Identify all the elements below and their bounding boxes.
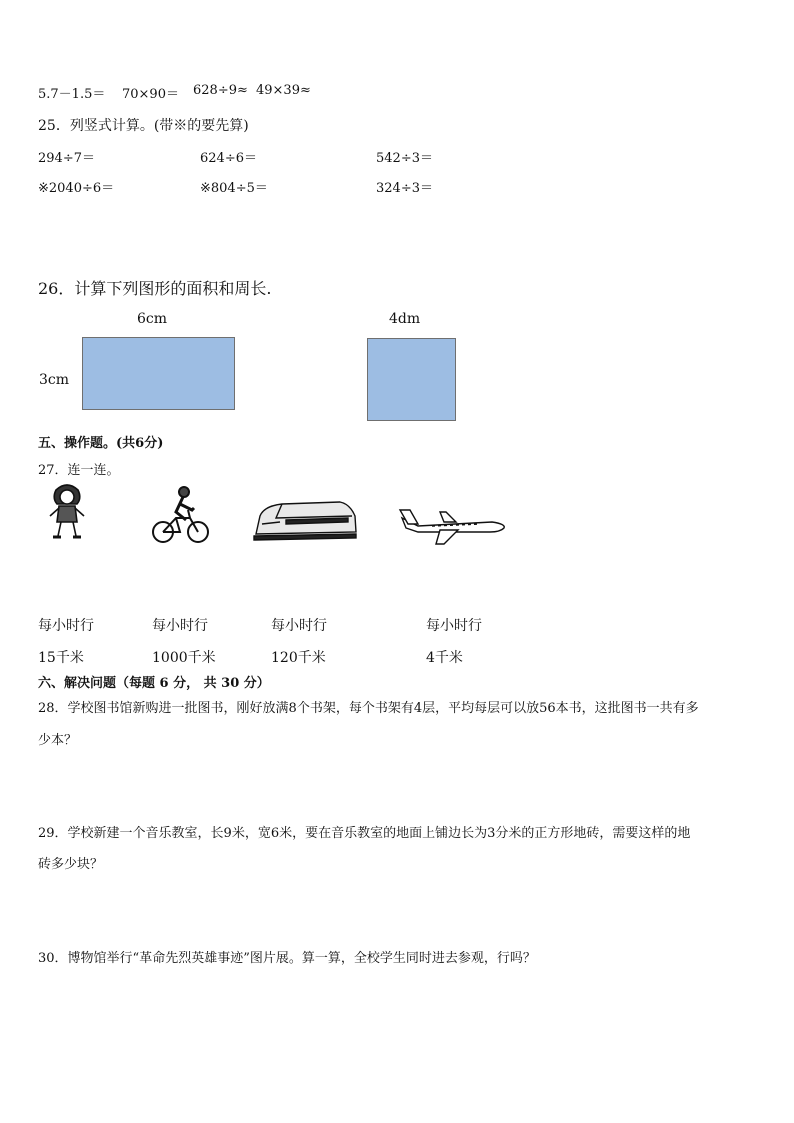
question-25-title: 25．列竖式计算。(带※的要先算) [38, 118, 249, 134]
square-side-label: 4dm [389, 311, 421, 327]
speed-prefix-1: 每小时行 [38, 618, 94, 634]
q25-item-4: ※2040÷6＝ [38, 181, 115, 196]
rect-width-label: 6cm [137, 311, 168, 327]
question-28-line-1: 28．学校图书馆新购进一批图书，刚好放满8个书架，每个书架有4层，平均每层可以放56本书，这批图书一共有多 [38, 701, 699, 716]
speed-prefix-4: 每小时行 [426, 618, 482, 634]
q25-item-1: 294÷7＝ [38, 151, 95, 166]
speed-prefix-3: 每小时行 [271, 618, 327, 634]
section-5-title: 五、操作题。(共6分) [38, 436, 164, 451]
speed-value-3: 120千米 [271, 650, 326, 666]
speed-value-2: 1000千米 [152, 650, 216, 666]
oral-calc-2: 70×90＝ [122, 87, 179, 102]
question-29-line-1: 29．学校新建一个音乐教室，长9米，宽6米，要在音乐教室的地面上铺边长为3分米的正方形地砖，需要这样的地 [38, 826, 691, 841]
airplane-icon [396, 500, 508, 548]
speed-prefix-2: 每小时行 [152, 618, 208, 634]
child-walking-icon [44, 480, 90, 544]
question-26-title: 26．计算下列图形的面积和周长. [38, 279, 272, 298]
rectangle-shape [82, 337, 235, 410]
high-speed-train-icon [252, 494, 358, 544]
question-29-line-2: 砖多少块？ [38, 857, 104, 872]
rect-height-label: 3cm [39, 372, 70, 388]
question-27-title: 27．连一连。 [38, 463, 120, 478]
speed-value-1: 15千米 [38, 650, 84, 666]
oral-calc-4: 49×39≈ [256, 83, 311, 98]
speed-value-4: 4千米 [426, 650, 463, 666]
question-28-line-2: 少本？ [38, 733, 78, 748]
section-6-title: 六、解决问题（每题 6 分， 共 30 分） [38, 676, 270, 691]
cyclist-icon [150, 484, 210, 546]
q25-item-6: 324÷3＝ [376, 181, 433, 196]
oral-calc-3: 628÷9≈ [193, 83, 248, 98]
q25-item-2: 624÷6＝ [200, 151, 257, 166]
q25-item-3: 542÷3＝ [376, 151, 433, 166]
q25-item-5: ※804÷5＝ [200, 181, 268, 196]
oral-calc-1: 5.7－1.5＝ [38, 87, 106, 102]
question-30-line-1: 30．博物馆举行“革命先烈英雄事迹”图片展。算一算，全校学生同时进去参观，行吗？ [38, 951, 536, 966]
square-shape [367, 338, 456, 421]
